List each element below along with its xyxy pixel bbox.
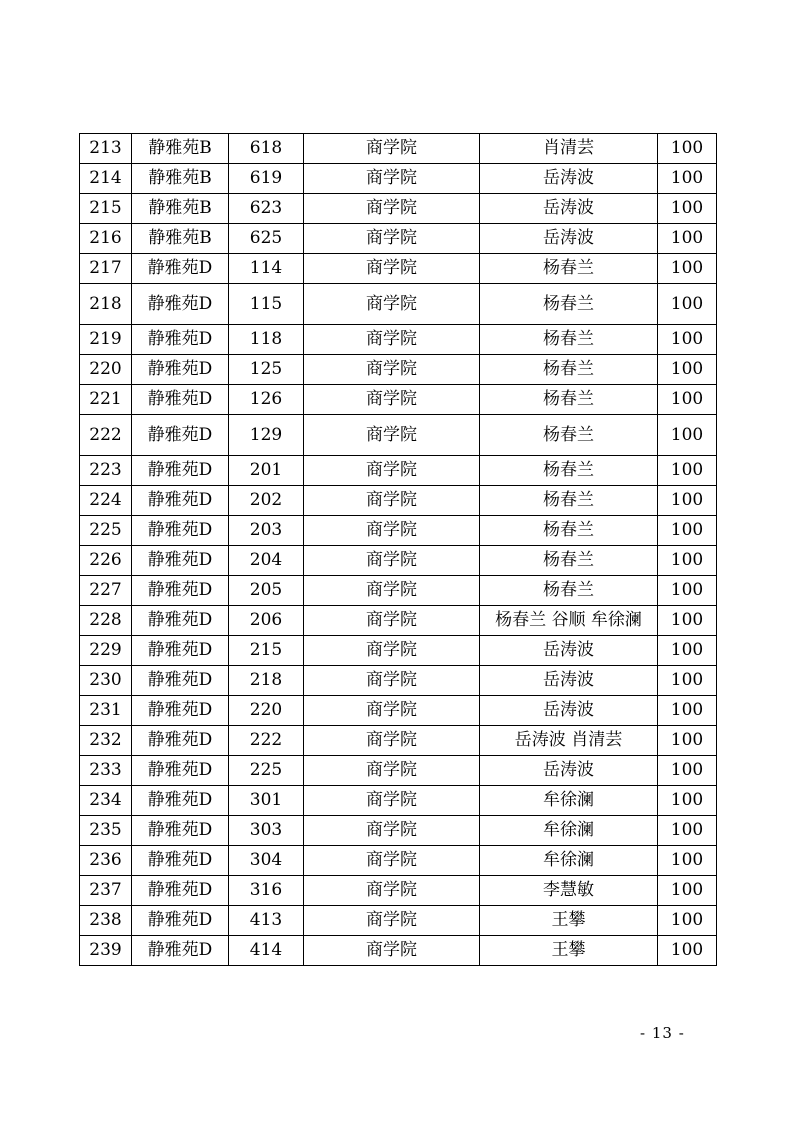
cell-person: 岳涛波 [480,696,658,726]
table-row [80,696,717,726]
cell-room: 206 [229,606,304,636]
cell-room: 618 [229,134,304,164]
table-row [80,385,717,415]
cell-college: 商学院 [304,726,480,756]
cell-person: 岳涛波 [480,636,658,666]
cell-score: 100 [658,194,717,224]
cell-room: 126 [229,385,304,415]
cell-college: 商学院 [304,456,480,486]
cell-building: 静雅苑D [132,666,229,696]
cell-no: 228 [80,606,132,636]
cell-score: 100 [658,254,717,284]
cell-person: 牟徐澜 [480,786,658,816]
table-row [80,325,717,355]
cell-no: 230 [80,666,132,696]
cell-no: 231 [80,696,132,726]
table-row [80,726,717,756]
cell-college: 商学院 [304,194,480,224]
cell-college: 商学院 [304,636,480,666]
cell-building: 静雅苑B [132,164,229,194]
cell-room: 301 [229,786,304,816]
cell-score: 100 [658,325,717,355]
table-row [80,355,717,385]
cell-building: 静雅苑D [132,385,229,415]
cell-building: 静雅苑D [132,756,229,786]
cell-score: 100 [658,906,717,936]
cell-room: 413 [229,906,304,936]
cell-person: 岳涛波 [480,224,658,254]
cell-room: 204 [229,546,304,576]
cell-no: 225 [80,516,132,546]
table-row [80,516,717,546]
table-row [80,876,717,906]
cell-person: 王攀 [480,906,658,936]
cell-score: 100 [658,486,717,516]
cell-room: 203 [229,516,304,546]
table-row [80,816,717,846]
cell-score: 100 [658,576,717,606]
cell-score: 100 [658,355,717,385]
cell-room: 115 [229,284,304,325]
cell-building: 静雅苑D [132,606,229,636]
cell-no: 215 [80,194,132,224]
cell-college: 商学院 [304,164,480,194]
table-row [80,486,717,516]
table-row [80,194,717,224]
table-row [80,415,717,456]
cell-room: 218 [229,666,304,696]
cell-person: 牟徐澜 [480,816,658,846]
cell-room: 316 [229,876,304,906]
cell-person: 岳涛波 [480,666,658,696]
cell-no: 224 [80,486,132,516]
cell-no: 220 [80,355,132,385]
cell-score: 100 [658,786,717,816]
cell-room: 114 [229,254,304,284]
cell-no: 217 [80,254,132,284]
cell-person: 杨春兰 [480,355,658,385]
cell-building: 静雅苑D [132,816,229,846]
table-row [80,786,717,816]
cell-college: 商学院 [304,284,480,325]
cell-score: 100 [658,164,717,194]
cell-score: 100 [658,726,717,756]
cell-no: 222 [80,415,132,456]
table-row [80,164,717,194]
cell-college: 商学院 [304,666,480,696]
cell-no: 221 [80,385,132,415]
cell-room: 222 [229,726,304,756]
cell-building: 静雅苑B [132,134,229,164]
cell-person: 杨春兰 [480,254,658,284]
cell-college: 商学院 [304,606,480,636]
cell-no: 234 [80,786,132,816]
table-row [80,636,717,666]
cell-score: 100 [658,756,717,786]
table-row [80,936,717,966]
cell-no: 239 [80,936,132,966]
cell-building: 静雅苑D [132,254,229,284]
cell-college: 商学院 [304,816,480,846]
cell-room: 625 [229,224,304,254]
cell-person: 牟徐澜 [480,846,658,876]
table-row [80,546,717,576]
table-row [80,134,717,164]
cell-college: 商学院 [304,254,480,284]
cell-score: 100 [658,666,717,696]
table-body [80,134,717,966]
cell-score: 100 [658,846,717,876]
cell-room: 303 [229,816,304,846]
cell-score: 100 [658,636,717,666]
cell-person: 杨春兰 [480,486,658,516]
cell-person: 杨春兰 [480,546,658,576]
cell-college: 商学院 [304,385,480,415]
cell-score: 100 [658,516,717,546]
cell-no: 233 [80,756,132,786]
cell-college: 商学院 [304,786,480,816]
cell-score: 100 [658,134,717,164]
cell-room: 129 [229,415,304,456]
cell-college: 商学院 [304,576,480,606]
cell-score: 100 [658,606,717,636]
cell-score: 100 [658,696,717,726]
cell-building: 静雅苑B [132,194,229,224]
cell-person: 杨春兰 [480,385,658,415]
cell-score: 100 [658,876,717,906]
cell-no: 216 [80,224,132,254]
cell-person: 杨春兰 [480,284,658,325]
table-row [80,284,717,325]
cell-building: 静雅苑D [132,906,229,936]
table-row [80,576,717,606]
cell-building: 静雅苑B [132,224,229,254]
cell-building: 静雅苑D [132,284,229,325]
cell-no: 238 [80,906,132,936]
cell-room: 205 [229,576,304,606]
cell-score: 100 [658,936,717,966]
cell-college: 商学院 [304,224,480,254]
table-row [80,456,717,486]
cell-room: 414 [229,936,304,966]
cell-person: 杨春兰 谷顺 牟徐澜 [480,606,658,636]
cell-room: 619 [229,164,304,194]
cell-no: 219 [80,325,132,355]
cell-no: 214 [80,164,132,194]
cell-college: 商学院 [304,134,480,164]
cell-person: 杨春兰 [480,456,658,486]
cell-score: 100 [658,816,717,846]
cell-score: 100 [658,224,717,254]
cell-person: 岳涛波 [480,756,658,786]
cell-building: 静雅苑D [132,846,229,876]
cell-person: 杨春兰 [480,576,658,606]
cell-college: 商学院 [304,355,480,385]
cell-building: 静雅苑D [132,415,229,456]
cell-building: 静雅苑D [132,786,229,816]
cell-room: 304 [229,846,304,876]
cell-college: 商学院 [304,696,480,726]
cell-score: 100 [658,546,717,576]
cell-room: 202 [229,486,304,516]
cell-college: 商学院 [304,756,480,786]
cell-building: 静雅苑D [132,876,229,906]
cell-building: 静雅苑D [132,486,229,516]
table-row [80,756,717,786]
cell-person: 岳涛波 [480,164,658,194]
cell-college: 商学院 [304,546,480,576]
cell-person: 杨春兰 [480,325,658,355]
page-number: - 13 - [640,1024,685,1042]
table-row [80,224,717,254]
cell-no: 213 [80,134,132,164]
cell-score: 100 [658,385,717,415]
cell-room: 118 [229,325,304,355]
cell-room: 220 [229,696,304,726]
cell-person: 杨春兰 [480,415,658,456]
table-row [80,606,717,636]
cell-person: 王攀 [480,936,658,966]
cell-score: 100 [658,456,717,486]
cell-person: 岳涛波 [480,194,658,224]
cell-building: 静雅苑D [132,936,229,966]
cell-score: 100 [658,415,717,456]
cell-no: 223 [80,456,132,486]
cell-building: 静雅苑D [132,726,229,756]
cell-no: 218 [80,284,132,325]
cell-score: 100 [658,284,717,325]
cell-college: 商学院 [304,516,480,546]
cell-room: 623 [229,194,304,224]
cell-building: 静雅苑D [132,325,229,355]
table-row [80,846,717,876]
cell-person: 岳涛波 肖清芸 [480,726,658,756]
cell-college: 商学院 [304,486,480,516]
cell-no: 229 [80,636,132,666]
cell-person: 肖清芸 [480,134,658,164]
cell-building: 静雅苑D [132,516,229,546]
cell-room: 215 [229,636,304,666]
cell-building: 静雅苑D [132,696,229,726]
cell-college: 商学院 [304,415,480,456]
cell-building: 静雅苑D [132,355,229,385]
cell-room: 125 [229,355,304,385]
cell-building: 静雅苑D [132,576,229,606]
cell-building: 静雅苑D [132,636,229,666]
table-row [80,254,717,284]
cell-no: 227 [80,576,132,606]
cell-no: 237 [80,876,132,906]
cell-college: 商学院 [304,846,480,876]
cell-room: 201 [229,456,304,486]
cell-no: 236 [80,846,132,876]
cell-no: 226 [80,546,132,576]
cell-college: 商学院 [304,325,480,355]
cell-building: 静雅苑D [132,546,229,576]
cell-no: 235 [80,816,132,846]
cell-college: 商学院 [304,936,480,966]
dormitory-table [79,133,717,966]
cell-person: 李慧敏 [480,876,658,906]
cell-room: 225 [229,756,304,786]
table-row [80,666,717,696]
cell-no: 232 [80,726,132,756]
cell-building: 静雅苑D [132,456,229,486]
cell-college: 商学院 [304,906,480,936]
cell-person: 杨春兰 [480,516,658,546]
table-row [80,906,717,936]
cell-college: 商学院 [304,876,480,906]
